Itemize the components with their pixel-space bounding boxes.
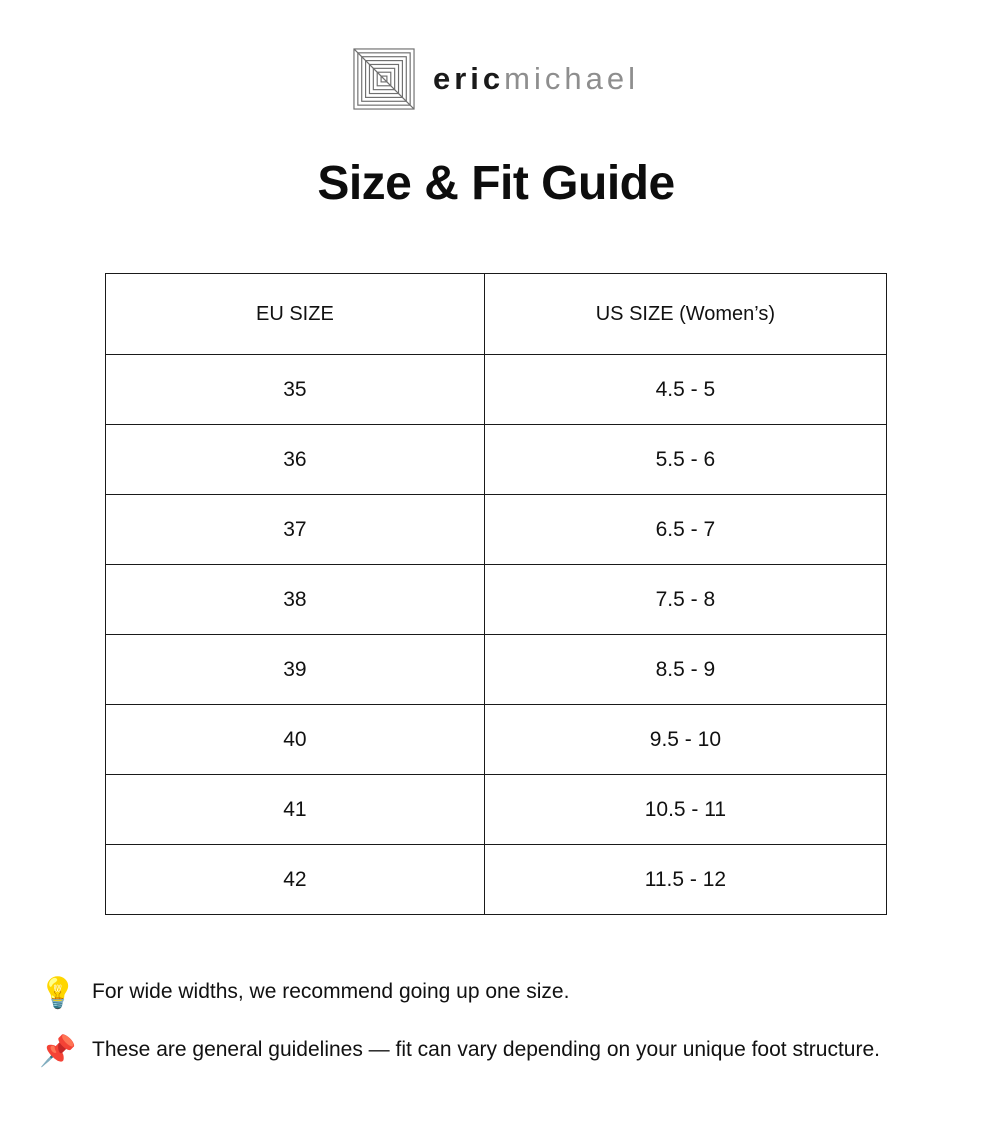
- cell-us-size: 11.5 - 12: [484, 845, 886, 915]
- cell-us-size: 6.5 - 7: [484, 495, 886, 565]
- size-fit-guide-page: [0, 46, 992, 1146]
- brand-name-second: michael: [504, 61, 639, 96]
- cell-us-size: 5.5 - 6: [484, 425, 886, 495]
- cell-eu-size: 41: [106, 775, 485, 845]
- table-header-row: [106, 274, 887, 355]
- cell-eu-size: 35: [106, 355, 485, 425]
- cell-us-size: 4.5 - 5: [484, 355, 886, 425]
- table-row: [106, 775, 887, 845]
- table-row: [106, 635, 887, 705]
- note-wide-widths: [38, 977, 952, 1009]
- cell-us-size: 7.5 - 8: [484, 565, 886, 635]
- cell-us-size: 8.5 - 9: [484, 635, 886, 705]
- brand-wordmark: [433, 61, 639, 97]
- notes-section: [0, 977, 992, 1067]
- cell-us-size: 9.5 - 10: [484, 705, 886, 775]
- cell-eu-size: 38: [106, 565, 485, 635]
- brand-name-first: eric: [433, 61, 505, 96]
- lightbulb-icon: 💡: [39, 977, 77, 1010]
- table-row: [106, 495, 887, 565]
- table-row: [106, 845, 887, 915]
- cell-eu-size: 37: [106, 495, 485, 565]
- table-row: [106, 705, 887, 775]
- brand-logo: [0, 46, 992, 112]
- cell-us-size: 10.5 - 11: [484, 775, 886, 845]
- size-table: [105, 273, 887, 915]
- cell-eu-size: 42: [106, 845, 485, 915]
- table-row: [106, 565, 887, 635]
- cell-eu-size: 40: [106, 705, 485, 775]
- note-text: For wide widths, we recommend going up one size.: [92, 980, 570, 1003]
- page-title: Size & Fit Guide: [317, 157, 675, 210]
- column-header-us-size: US SIZE (Women’s): [484, 274, 886, 355]
- note-general-guidelines: [38, 1035, 952, 1067]
- table-row: [106, 425, 887, 495]
- cell-eu-size: 39: [106, 635, 485, 705]
- table-row: [106, 355, 887, 425]
- cell-eu-size: 36: [106, 425, 485, 495]
- note-text: These are general guidelines — fit can vary depending on your unique foot structure.: [92, 1038, 880, 1061]
- pushpin-icon: 📌: [39, 1035, 77, 1068]
- concentric-squares-logo-icon: [353, 48, 415, 110]
- column-header-eu-size: EU SIZE: [106, 274, 485, 355]
- size-chart: [105, 273, 887, 915]
